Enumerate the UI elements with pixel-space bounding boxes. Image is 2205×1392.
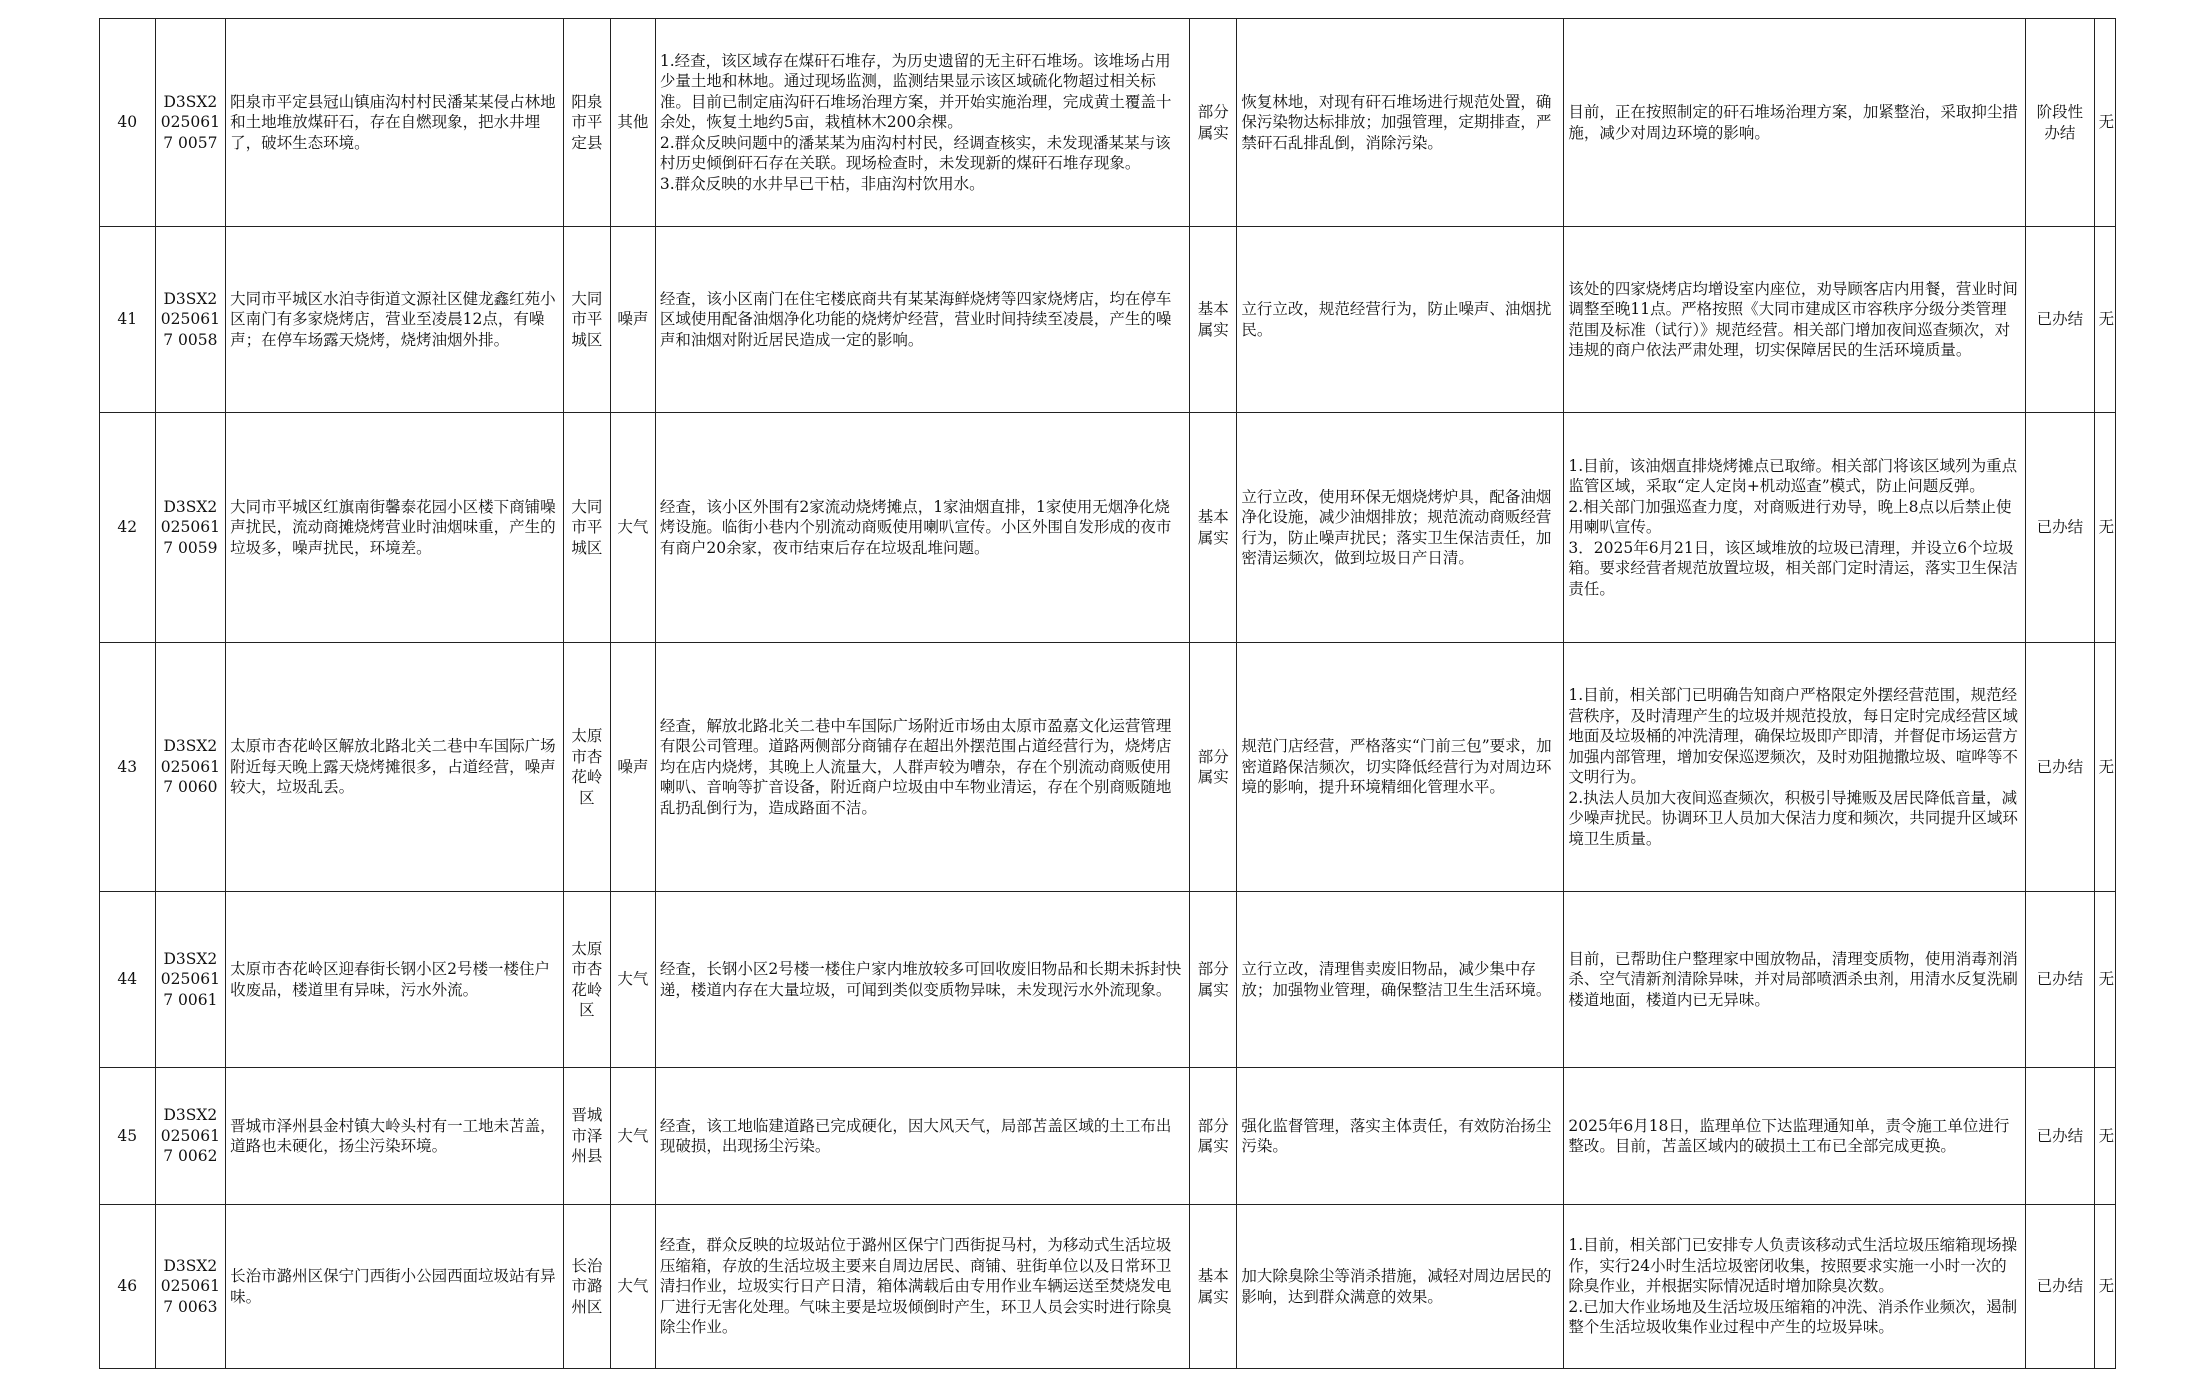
administrative-region: 太原市杏花岭区 [563, 643, 610, 892]
row-number: 41 [100, 227, 156, 413]
administrative-region: 长治市潞州区 [563, 1205, 610, 1369]
completion-status: 已办结 [2026, 643, 2094, 892]
administrative-region: 晋城市泽州县 [563, 1068, 610, 1205]
pollution-type: 大气 [610, 892, 655, 1068]
verification-verdict: 基本属实 [1190, 413, 1237, 643]
investigation-result: 经查，群众反映的垃圾站位于潞州区保宁门西街捉马村，为移动式生活垃圾压缩箱，存放的生活垃圾主要来自周边居民、商铺、驻街单位以及日常环卫清扫作业，垃圾实行日产日清，箱体满载后由专用作业车辆运送至焚烧发电厂进行无害化处理。气味主要是垃圾倾倒时产生，环卫人员会实时进行除臭除尘作业。 [655, 1205, 1189, 1369]
case-code: D3SX20250617 0059 [155, 413, 226, 643]
complaint-content: 大同市平城区水泊寺街道文源社区健龙鑫红苑小区南门有多家烧烤店，营业至凌晨12点，有噪声；在停车场露天烧烤，烧烤油烟外排。 [226, 227, 564, 413]
rectification-progress: 目前，正在按照制定的矸石堆场治理方案，加紧整治，采取抑尘措施，减少对周边环境的影响。 [1564, 19, 2026, 227]
rectification-progress: 目前，已帮助住户整理家中囤放物品，清理变质物，使用消毒剂消杀、空气清新剂清除异味，并对局部喷洒杀虫剂，用清水反复洗刷楼道地面，楼道内已无异味。 [1564, 892, 2026, 1068]
verification-verdict: 部分属实 [1190, 19, 1237, 227]
accountability: 无 [2094, 413, 2115, 643]
verification-verdict: 部分属实 [1190, 892, 1237, 1068]
administrative-region: 大同市平城区 [563, 227, 610, 413]
case-code: D3SX20250617 0061 [155, 892, 226, 1068]
handling-measures: 立行立改，使用环保无烟烧烤炉具，配备油烟净化设施，减少油烟排放；规范流动商贩经营行为，防止噪声扰民；落实卫生保洁责任，加密清运频次，做到垃圾日产日清。 [1237, 413, 1564, 643]
completion-status: 已办结 [2026, 1068, 2094, 1205]
accountability: 无 [2094, 892, 2115, 1068]
investigation-result: 经查，该小区南门在住宅楼底商共有某某海鲜烧烤等四家烧烤店，均在停车区域使用配备油烟净化功能的烧烤炉经营，营业时间持续至凌晨，产生的噪声和油烟对附近居民造成一定的影响。 [655, 227, 1189, 413]
pollution-type: 噪声 [610, 643, 655, 892]
table-row [100, 643, 2116, 892]
pollution-type: 大气 [610, 1068, 655, 1205]
complaint-content: 太原市杏花岭区迎春街长钢小区2号楼一楼住户收废品，楼道里有异味，污水外流。 [226, 892, 564, 1068]
completion-status: 阶段性办结 [2026, 19, 2094, 227]
rectification-progress: 2025年6月18日，监理单位下达监理通知单，责令施工单位进行整改。目前，苫盖区域内的破损土工布已全部完成更换。 [1564, 1068, 2026, 1205]
completion-status: 已办结 [2026, 227, 2094, 413]
investigation-result: 经查，该工地临建道路已完成硬化，因大风天气，局部苫盖区域的土工布出现破损，出现扬尘污染。 [655, 1068, 1189, 1205]
row-number: 44 [100, 892, 156, 1068]
investigation-result: 经查，解放北路北关二巷中车国际广场附近市场由太原市盈嘉文化运营管理有限公司管理。道路两侧部分商铺存在超出外摆范围占道经营行为，烧烤店均在店内烧烤，其晚上人流量大，人群声较为嘈杂，存在个别流动商贩使用喇叭、音响等扩音设备，附近商户垃圾由中车物业清运，存在个别商贩随地乱扔乱倒行为，造成路面不洁。 [655, 643, 1189, 892]
handling-measures: 规范门店经营，严格落实“门前三包”要求，加密道路保洁频次，切实降低经营行为对周边环境的影响，提升环境精细化管理水平。 [1237, 643, 1564, 892]
pollution-type: 大气 [610, 413, 655, 643]
table-row [100, 892, 2116, 1068]
administrative-region: 阳泉市平定县 [563, 19, 610, 227]
accountability: 无 [2094, 1205, 2115, 1369]
investigation-result: 1.经查，该区域存在煤矸石堆存，为历史遗留的无主矸石堆场。该堆场占用少量土地和林地。通过现场监测，监测结果显示该区域硫化物超过相关标准。目前已制定庙沟矸石堆场治理方案，并开始实施治理，完成黄土覆盖十余处，恢复土地约5亩，栽植林木200余棵。 2.群众反映问题中的潘某某为庙沟村村民，经调查核实，未发现潘某某与该村历史倾倒矸石存在关联。现场检查时，未发现新的煤矸石堆存现象。 3.群众反映的水井早已干枯，非庙沟村饮用水。 [655, 19, 1189, 227]
case-code: D3SX20250617 0063 [155, 1205, 226, 1369]
table-row [100, 1068, 2116, 1205]
administrative-region: 大同市平城区 [563, 413, 610, 643]
complaint-content: 晋城市泽州县金村镇大岭头村有一工地未苫盖，道路也未硬化，扬尘污染环境。 [226, 1068, 564, 1205]
complaint-table [99, 18, 2116, 1369]
handling-measures: 立行立改，清理售卖废旧物品，减少集中存放；加强物业管理，确保整洁卫生生活环境。 [1237, 892, 1564, 1068]
rectification-progress: 1.目前，相关部门已安排专人负责该移动式生活垃圾压缩箱现场操作，实行24小时生活垃圾密闭收集，按照要求实施一小时一次的除臭作业，并根据实际情况适时增加除臭次数。 2.已加大作业场地及生活垃圾压缩箱的冲洗、消杀作业频次，遏制整个生活垃圾收集作业过程中产生的垃圾异味。 [1564, 1205, 2026, 1369]
rectification-progress: 1.目前，相关部门已明确告知商户严格限定外摆经营范围，规范经营秩序，及时清理产生的垃圾并规范投放，每日定时完成经营区域地面及垃圾桶的冲洗清理，确保垃圾即产即清，并督促市场运营方加强内部管理，增加安保巡逻频次，及时劝阻抛撒垃圾、喧哗等不文明行为。 2.执法人员加大夜间巡查频次，积极引导摊贩及居民降低音量，减少噪声扰民。协调环卫人员加大保洁力度和频次，共同提升区域环境卫生质量。 [1564, 643, 2026, 892]
accountability: 无 [2094, 1068, 2115, 1205]
row-number: 45 [100, 1068, 156, 1205]
verification-verdict: 基本属实 [1190, 1205, 1237, 1369]
accountability: 无 [2094, 19, 2115, 227]
completion-status: 已办结 [2026, 413, 2094, 643]
rectification-progress: 该处的四家烧烤店均增设室内座位，劝导顾客店内用餐，营业时间调整至晚11点。严格按照《大同市建成区市容秩序分级分类管理范围及标准（试行）》规范经营。相关部门增加夜间巡查频次，对违规的商户依法严肃处理，切实保障居民的生活环境质量。 [1564, 227, 2026, 413]
verification-verdict: 部分属实 [1190, 643, 1237, 892]
table-row [100, 1205, 2116, 1369]
row-number: 43 [100, 643, 156, 892]
investigation-result: 经查，该小区外围有2家流动烧烤摊点，1家油烟直排，1家使用无烟净化烧烤设施。临街小巷内个别流动商贩使用喇叭宣传。小区外围自发形成的夜市有商户20余家，夜市结束后存在垃圾乱堆问题。 [655, 413, 1189, 643]
case-code: D3SX20250617 0058 [155, 227, 226, 413]
complaint-content: 长治市潞州区保宁门西街小公园西面垃圾站有异味。 [226, 1205, 564, 1369]
row-number: 46 [100, 1205, 156, 1369]
accountability: 无 [2094, 227, 2115, 413]
handling-measures: 立行立改，规范经营行为，防止噪声、油烟扰民。 [1237, 227, 1564, 413]
case-code: D3SX20250617 0062 [155, 1068, 226, 1205]
handling-measures: 恢复林地，对现有矸石堆场进行规范处置，确保污染物达标排放；加强管理，定期排查，严禁矸石乱排乱倒，消除污染。 [1237, 19, 1564, 227]
completion-status: 已办结 [2026, 1205, 2094, 1369]
table-row [100, 19, 2116, 227]
administrative-region: 太原市杏花岭区 [563, 892, 610, 1068]
table-row [100, 413, 2116, 643]
verification-verdict: 基本属实 [1190, 227, 1237, 413]
complaint-content: 阳泉市平定县冠山镇庙沟村村民潘某某侵占林地和土地堆放煤矸石，存在自燃现象，把水井埋了，破坏生态环境。 [226, 19, 564, 227]
verification-verdict: 部分属实 [1190, 1068, 1237, 1205]
rectification-progress: 1.目前，该油烟直排烧烤摊点已取缔。相关部门将该区域列为重点监管区域，采取“定人定岗+机动巡查”模式，防止问题反弹。 2.相关部门加强巡查力度，对商贩进行劝导，晚上8点以后禁止使用喇叭宣传。 3．2025年6月21日，该区域堆放的垃圾已清理，并设立6个垃圾箱。要求经营者规范放置垃圾，相关部门定时清运，落实卫生保洁责任。 [1564, 413, 2026, 643]
table-row [100, 227, 2116, 413]
pollution-type: 其他 [610, 19, 655, 227]
pollution-type: 噪声 [610, 227, 655, 413]
row-number: 40 [100, 19, 156, 227]
pollution-type: 大气 [610, 1205, 655, 1369]
handling-measures: 加大除臭除尘等消杀措施，减轻对周边居民的影响，达到群众满意的效果。 [1237, 1205, 1564, 1369]
row-number: 42 [100, 413, 156, 643]
completion-status: 已办结 [2026, 892, 2094, 1068]
complaint-content: 大同市平城区红旗南街馨泰花园小区楼下商铺噪声扰民，流动商摊烧烤营业时油烟味重，产生的垃圾多，噪声扰民，环境差。 [226, 413, 564, 643]
handling-measures: 强化监督管理，落实主体责任，有效防治扬尘污染。 [1237, 1068, 1564, 1205]
investigation-result: 经查，长钢小区2号楼一楼住户家内堆放较多可回收废旧物品和长期未拆封快递，楼道内存在大量垃圾，可闻到类似变质物异味，未发现污水外流现象。 [655, 892, 1189, 1068]
case-code: D3SX20250617 0060 [155, 643, 226, 892]
case-code: D3SX20250617 0057 [155, 19, 226, 227]
accountability: 无 [2094, 643, 2115, 892]
complaint-content: 太原市杏花岭区解放北路北关二巷中车国际广场附近每天晚上露天烧烤摊很多，占道经营，噪声较大，垃圾乱丢。 [226, 643, 564, 892]
